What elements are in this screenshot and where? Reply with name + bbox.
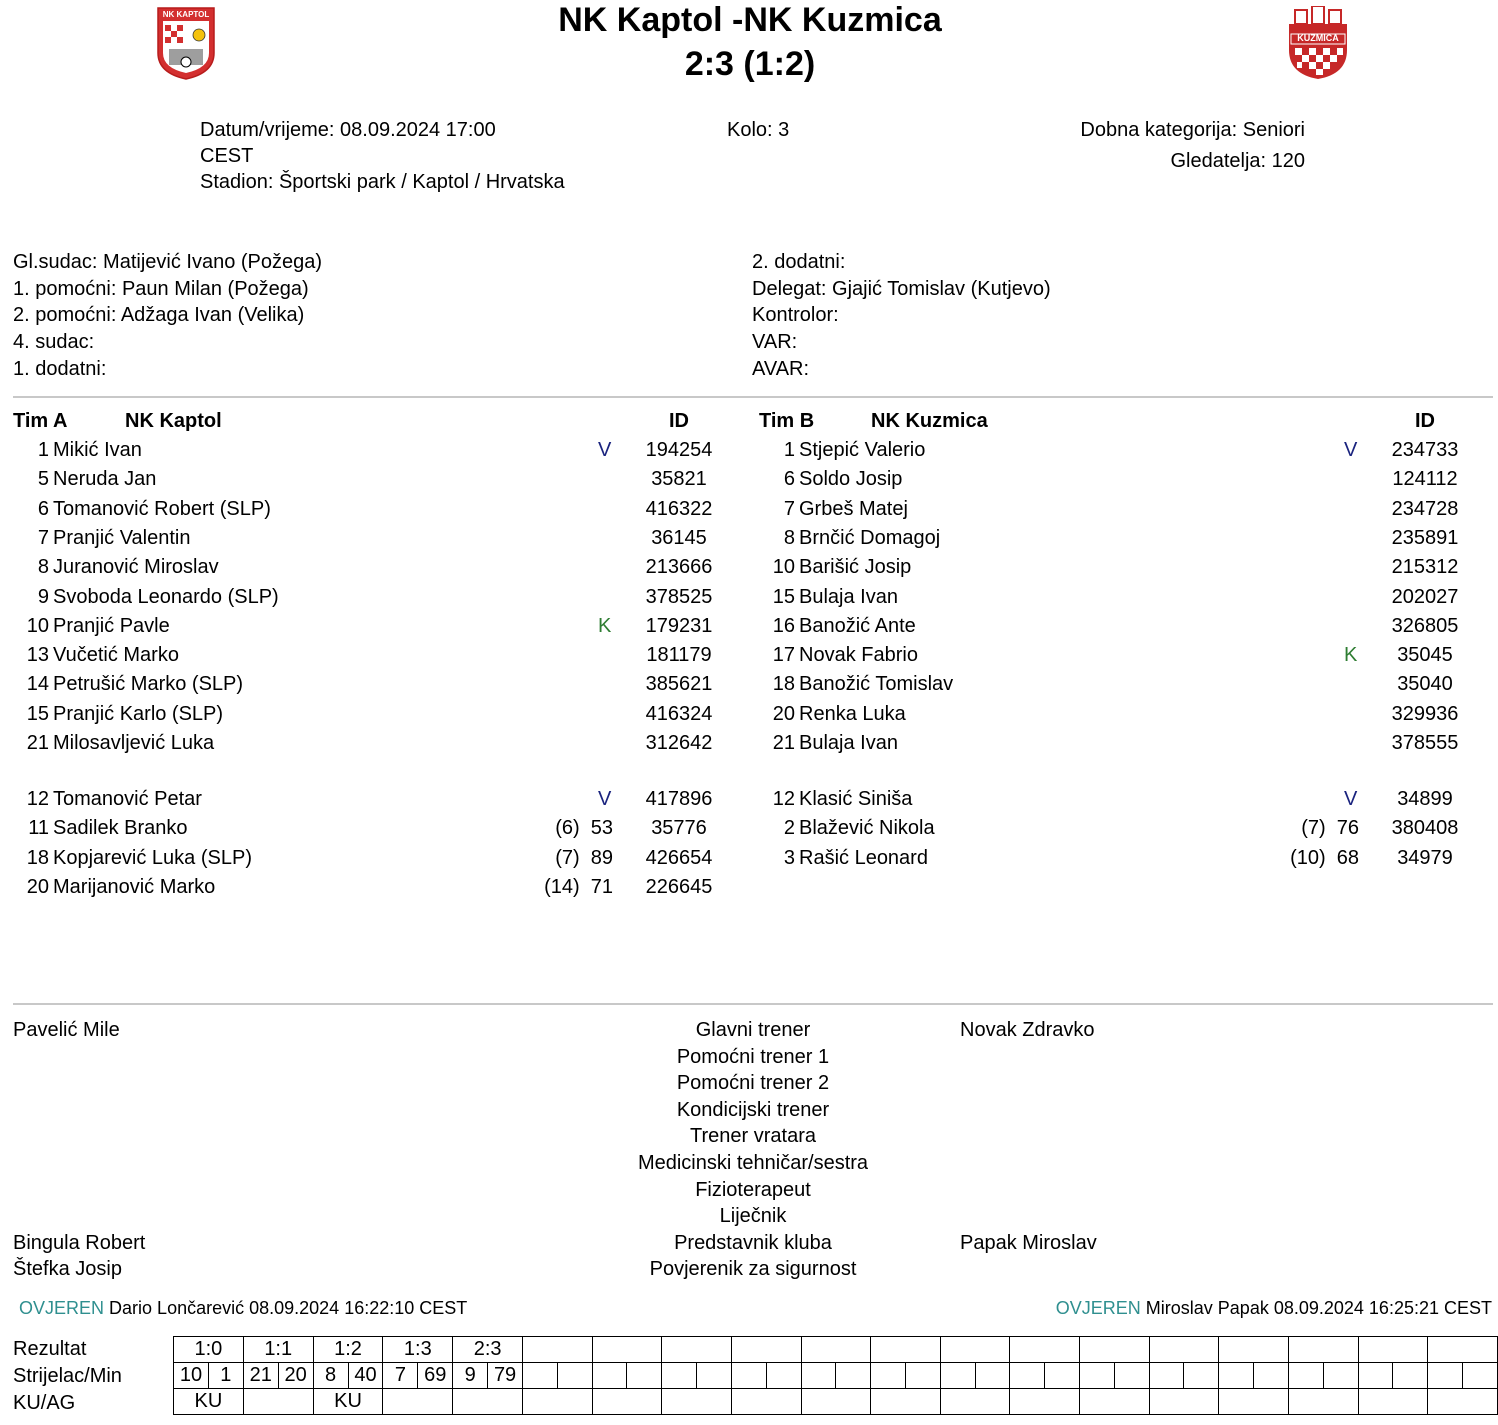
player-row [759, 553, 1479, 582]
divider-top [13, 396, 1493, 398]
official-controller: Kontrolor: [752, 304, 839, 326]
player-name: Pranjić Valentin [53, 526, 191, 549]
player-id: 226645 [645, 875, 713, 898]
player-row [13, 641, 733, 670]
away-team-title: NK Kuzmica [743, 1, 942, 39]
match-datetime: Datum/vrijeme: 08.09.2024 17:00 [200, 119, 496, 141]
player-id: 35040 [1397, 673, 1453, 696]
goalkeeper-flag: V [1344, 439, 1358, 461]
player-row [13, 495, 733, 524]
kuag-cell [662, 1389, 732, 1415]
substitution-info: (7) 76 [1301, 817, 1359, 840]
staff-role-label: Povjerenik za sigurnost [649, 1258, 857, 1281]
scorer-number-cell [871, 1363, 906, 1389]
player-number: 12 [772, 788, 795, 810]
kuag-cell [871, 1389, 941, 1415]
player-number: 14 [26, 673, 49, 696]
player-id: 380408 [1391, 817, 1459, 840]
player-id: 416324 [645, 702, 713, 725]
staff-role-label: Kondicijski trener [676, 1098, 830, 1121]
result-cell [523, 1337, 593, 1363]
player-number: 3 [783, 846, 795, 869]
scorer-minute-cell [1254, 1363, 1289, 1389]
scorer-minute-cell [1462, 1363, 1497, 1389]
player-name: Juranović Miroslav [53, 556, 219, 579]
player-number: 12 [26, 788, 49, 810]
score-line: 2:3 (1:2) [684, 45, 816, 83]
kuag-cell [383, 1389, 453, 1415]
kuag-row [174, 1389, 1498, 1415]
player-name: Banožić Tomislav [799, 673, 954, 696]
kuag-cell [1358, 1389, 1428, 1415]
home-security-officer: Štefka Josip [13, 1258, 122, 1280]
player-row [13, 436, 733, 465]
staff-role-label: Medicinski tehničar/sestra [637, 1152, 869, 1174]
player-row [759, 670, 1479, 699]
player-name: Grbeš Matej [799, 497, 908, 520]
player-id: 213666 [645, 556, 713, 579]
substitute-row [759, 785, 1479, 814]
staff-role-label: Glavni trener [695, 1019, 811, 1041]
home-team-title: NK Kaptol [558, 1, 723, 39]
player-number: 16 [772, 614, 795, 637]
match-round: Kolo: 3 [727, 119, 790, 141]
substitute-row [13, 785, 733, 814]
player-row [759, 583, 1479, 612]
player-name: Brnčić Domagoj [799, 526, 941, 549]
substitution-info: (7) 89 [555, 846, 613, 869]
player-name: Novak Fabrio [799, 644, 918, 667]
scorer-number-cell: 8 [313, 1363, 348, 1389]
player-name: Banožić Ante [799, 614, 916, 637]
player-id: 36145 [651, 526, 707, 549]
away-club-logo [1285, 6, 1351, 80]
player-name: Bulaja Ivan [799, 732, 898, 754]
player-name: Renka Luka [799, 702, 906, 725]
home-club-logo [155, 5, 217, 80]
result-cell: 1:1 [243, 1337, 313, 1363]
scorer-number-cell: 9 [453, 1363, 488, 1389]
result-cell: 1:0 [174, 1337, 244, 1363]
player-name: Tomanović Petar [53, 788, 202, 810]
scorer-row-label: Strijelac/Min [13, 1365, 122, 1387]
divider-staff [13, 1003, 1493, 1005]
match-title [400, 0, 1100, 40]
scorer-minute-cell: 40 [348, 1363, 383, 1389]
player-id: 235891 [1391, 526, 1459, 549]
kuag-cell [523, 1389, 593, 1415]
scorer-number-cell: 10 [174, 1363, 209, 1389]
player-number: 15 [26, 702, 49, 725]
player-number: 5 [37, 468, 49, 491]
captain-flag: K [1344, 644, 1358, 667]
player-number: 13 [26, 644, 49, 667]
scorer-minute-cell [1393, 1363, 1428, 1389]
player-id: 329936 [1391, 702, 1459, 725]
substitution-info: (10) 68 [1290, 846, 1359, 869]
player-number: 10 [772, 556, 795, 579]
scorer-minute-cell [697, 1363, 732, 1389]
result-cell [1080, 1337, 1150, 1363]
official-assistant-1: 1. pomoćni: Paun Milan (Požega) [13, 278, 309, 300]
player-row [759, 700, 1479, 729]
team-a-id-header: ID [669, 410, 689, 432]
result-cell [662, 1337, 732, 1363]
substitute-row [759, 844, 1479, 873]
player-row [759, 524, 1479, 553]
player-row [13, 524, 733, 553]
kuag-cell [731, 1389, 801, 1415]
away-verification [1056, 1298, 1492, 1319]
player-row [13, 553, 733, 582]
player-number: 7 [783, 497, 795, 520]
scorer-number-cell [801, 1363, 836, 1389]
result-cell [1219, 1337, 1289, 1363]
player-number: 1 [37, 439, 49, 461]
player-row [13, 465, 733, 494]
scorer-number-cell [1219, 1363, 1254, 1389]
staff-role-label: Pomoćni trener 2 [676, 1072, 830, 1095]
player-id: 35776 [651, 817, 707, 840]
player-name: Milosavljević Luka [53, 732, 215, 754]
official-avar: AVAR: [752, 358, 810, 380]
team-b-id-header: ID [1415, 410, 1435, 432]
goalkeeper-flag: V [598, 788, 612, 810]
player-id: 234728 [1391, 497, 1459, 520]
substitute-row [13, 873, 733, 902]
substitute-row [13, 844, 733, 873]
staff-role-label: Fizioterapeut [695, 1178, 811, 1201]
player-row [759, 641, 1479, 670]
scorer-minute-cell [1323, 1363, 1358, 1389]
scorer-minute-cell [905, 1363, 940, 1389]
player-id: 417896 [645, 788, 713, 810]
result-cell [871, 1337, 941, 1363]
home-verification [19, 1298, 467, 1319]
player-row [759, 612, 1479, 641]
goalkeeper-flag: V [598, 439, 612, 461]
scorer-number-cell [662, 1363, 697, 1389]
player-name: Petrušić Marko (SLP) [53, 673, 244, 696]
player-number: 18 [772, 673, 795, 696]
scorer-minute-cell [1045, 1363, 1080, 1389]
player-number: 10 [26, 614, 49, 637]
match-stadium: Stadion: Športski park / Kaptol / Hrvatska [200, 171, 565, 193]
substitute-row [759, 814, 1479, 843]
kuag-cell [1428, 1389, 1498, 1415]
player-id: 35821 [651, 468, 707, 491]
official-delegate: Delegat: Gjajić Tomislav (Kutjevo) [752, 278, 1051, 300]
result-cell [940, 1337, 1010, 1363]
player-id: 326805 [1391, 614, 1459, 637]
player-number: 21 [26, 732, 49, 754]
substitute-row [13, 814, 733, 843]
team-b-name: NK Kuzmica [871, 410, 988, 432]
scorer-number-cell [1358, 1363, 1393, 1389]
scorer-minute-cell [627, 1363, 662, 1389]
away-verified-word: OVJEREN [1055, 1298, 1141, 1318]
player-name: Barišić Josip [799, 556, 912, 579]
player-id: 124112 [1392, 468, 1458, 491]
title-separator: - [732, 1, 744, 39]
player-number: 17 [772, 644, 795, 667]
player-number: 6 [783, 468, 795, 491]
player-name: Kopjarević Luka (SLP) [53, 846, 252, 869]
player-name: Blažević Nikola [799, 817, 935, 840]
scorer-minute-cell [766, 1363, 801, 1389]
scorer-minute-cell [975, 1363, 1010, 1389]
player-row [13, 729, 733, 758]
kuag-cell [592, 1389, 662, 1415]
result-cell [1149, 1337, 1219, 1363]
player-row [13, 612, 733, 641]
scorer-row [174, 1363, 1498, 1389]
score-table [173, 1336, 1498, 1415]
player-id: 378525 [645, 585, 713, 608]
player-id: 385621 [645, 673, 713, 696]
player-name: Rašić Leonard [799, 846, 928, 869]
player-name: Pranjić Karlo (SLP) [53, 702, 224, 725]
player-name: Mikić Ivan [53, 439, 142, 461]
kuag-cell [1219, 1389, 1289, 1415]
scorer-number-cell [592, 1363, 627, 1389]
scorer-minute-cell [836, 1363, 871, 1389]
player-id: 194254 [645, 439, 713, 461]
team-b-label: Tim B [759, 410, 815, 432]
scorer-number-cell [1010, 1363, 1045, 1389]
substitution-info: (6) 53 [555, 817, 613, 840]
player-id: 35045 [1397, 644, 1453, 667]
player-name: Pranjić Pavle [53, 614, 170, 637]
scorer-minute-cell: 69 [418, 1363, 453, 1389]
player-name: Soldo Josip [799, 468, 903, 491]
result-cell [801, 1337, 871, 1363]
staff-role-label: Pomoćni trener 1 [676, 1045, 830, 1068]
player-row [13, 700, 733, 729]
away-verified-by: Miroslav Papak 08.09.2024 16:25:21 CEST [1145, 1298, 1492, 1318]
player-row [759, 465, 1479, 494]
age-category: Dobna kategorija: Seniori [1080, 119, 1305, 141]
official-additional-1: 1. dodatni: [13, 358, 107, 380]
official-additional-2: 2. dodatni: [752, 251, 846, 273]
player-row [13, 670, 733, 699]
staff-role-label: Liječnik [719, 1205, 787, 1228]
scorer-number-cell [940, 1363, 975, 1389]
player-number: 21 [772, 732, 795, 754]
player-row [13, 583, 733, 612]
home-head-coach: Pavelić Mile [13, 1019, 120, 1041]
player-id: 215312 [1391, 556, 1459, 579]
official-fourth: 4. sudac: [13, 331, 95, 353]
result-cell [1428, 1337, 1498, 1363]
captain-flag: K [598, 614, 612, 637]
scorer-number-cell: 7 [383, 1363, 418, 1389]
scorer-number-cell: 21 [243, 1363, 278, 1389]
official-var: VAR: [752, 331, 798, 353]
player-name: Vučetić Marko [53, 644, 179, 667]
result-row [174, 1337, 1498, 1363]
player-id: 179231 [645, 614, 713, 637]
away-club-representative: Papak Miroslav [960, 1232, 1097, 1254]
player-id: 426654 [645, 846, 713, 869]
scorer-minute-cell: 79 [488, 1363, 523, 1389]
away-head-coach: Novak Zdravko [960, 1019, 1095, 1041]
player-number: 9 [37, 585, 49, 608]
player-number: 11 [28, 817, 49, 840]
player-number: 2 [783, 817, 795, 840]
scorer-minute-cell: 20 [278, 1363, 313, 1389]
player-name: Tomanović Robert (SLP) [53, 497, 271, 520]
result-cell [592, 1337, 662, 1363]
home-verified-by: Dario Lončarević 08.09.2024 16:22:10 CEST [109, 1298, 468, 1318]
player-id: 34979 [1397, 846, 1453, 869]
match-timezone: CEST [200, 145, 254, 167]
substitution-info: (14) 71 [544, 875, 613, 898]
home-club-representative: Bingula Robert [13, 1232, 146, 1254]
scorer-minute-cell [557, 1363, 592, 1389]
kuag-cell [1149, 1389, 1219, 1415]
player-number: 6 [37, 497, 49, 520]
spectators: Gledatelja: 120 [1170, 150, 1305, 172]
kuag-row-label: KU/AG [13, 1392, 76, 1414]
player-row [759, 729, 1479, 758]
player-row [759, 495, 1479, 524]
player-id: 202027 [1391, 585, 1459, 608]
kuag-cell [453, 1389, 523, 1415]
player-name: Bulaja Ivan [799, 585, 898, 608]
away-logo-text: KUZMICA [1297, 33, 1339, 43]
player-row [759, 436, 1479, 465]
kuag-cell [243, 1389, 313, 1415]
kuag-cell [801, 1389, 871, 1415]
player-name: Stjepić Valerio [799, 439, 926, 461]
scorer-number-cell [523, 1363, 558, 1389]
home-verified-word: OVJEREN [19, 1298, 105, 1318]
scorer-number-cell [1428, 1363, 1463, 1389]
official-referee: Gl.sudac: Matijević Ivano (Požega) [13, 251, 323, 273]
result-cell: 1:3 [383, 1337, 453, 1363]
player-number: 7 [37, 526, 49, 549]
result-cell [1010, 1337, 1080, 1363]
team-a-name: NK Kaptol [125, 410, 222, 432]
player-name: Sadilek Branko [53, 817, 188, 840]
result-row-label: Rezultat [13, 1338, 87, 1360]
staff-role-label: Predstavnik kluba [674, 1231, 832, 1254]
kuag-cell [1080, 1389, 1150, 1415]
player-name: Klasić Siniša [799, 788, 913, 810]
home-logo-text: NK KAPTOL [162, 10, 210, 19]
scorer-number-cell [1149, 1363, 1184, 1389]
player-number: 1 [783, 439, 795, 461]
kuag-cell: KU [174, 1389, 244, 1415]
player-id: 181179 [646, 644, 712, 667]
scorer-number-cell [731, 1363, 766, 1389]
player-name: Svoboda Leonardo (SLP) [53, 585, 279, 608]
player-number: 8 [783, 526, 795, 549]
kuag-cell [940, 1389, 1010, 1415]
team-a-label: Tim A [13, 410, 68, 432]
result-cell [1358, 1337, 1428, 1363]
player-id: 378555 [1391, 732, 1459, 754]
player-name: Marijanović Marko [53, 875, 216, 898]
result-cell: 1:2 [313, 1337, 383, 1363]
player-number: 8 [37, 556, 49, 579]
player-id: 34899 [1397, 788, 1453, 810]
kuag-cell [1288, 1389, 1358, 1415]
goalkeeper-flag: V [1344, 788, 1358, 810]
player-number: 20 [26, 875, 49, 898]
kuag-cell: KU [313, 1389, 383, 1415]
player-number: 18 [26, 846, 49, 869]
player-id: 312642 [645, 732, 713, 754]
result-cell: 2:3 [453, 1337, 523, 1363]
official-assistant-2: 2. pomoćni: Adžaga Ivan (Velika) [13, 304, 305, 326]
player-id: 234733 [1391, 439, 1459, 461]
player-number: 20 [772, 702, 795, 725]
scorer-number-cell [1080, 1363, 1115, 1389]
scorer-number-cell [1288, 1363, 1323, 1389]
player-name: Neruda Jan [53, 468, 157, 491]
player-id: 416322 [645, 497, 713, 520]
scorer-minute-cell [1184, 1363, 1219, 1389]
staff-role-label: Trener vratara [690, 1125, 816, 1148]
result-cell [731, 1337, 801, 1363]
scorer-minute-cell [1114, 1363, 1149, 1389]
scorer-minute-cell: 1 [208, 1363, 243, 1389]
result-cell [1288, 1337, 1358, 1363]
kuag-cell [1010, 1389, 1080, 1415]
player-number: 15 [772, 585, 795, 608]
